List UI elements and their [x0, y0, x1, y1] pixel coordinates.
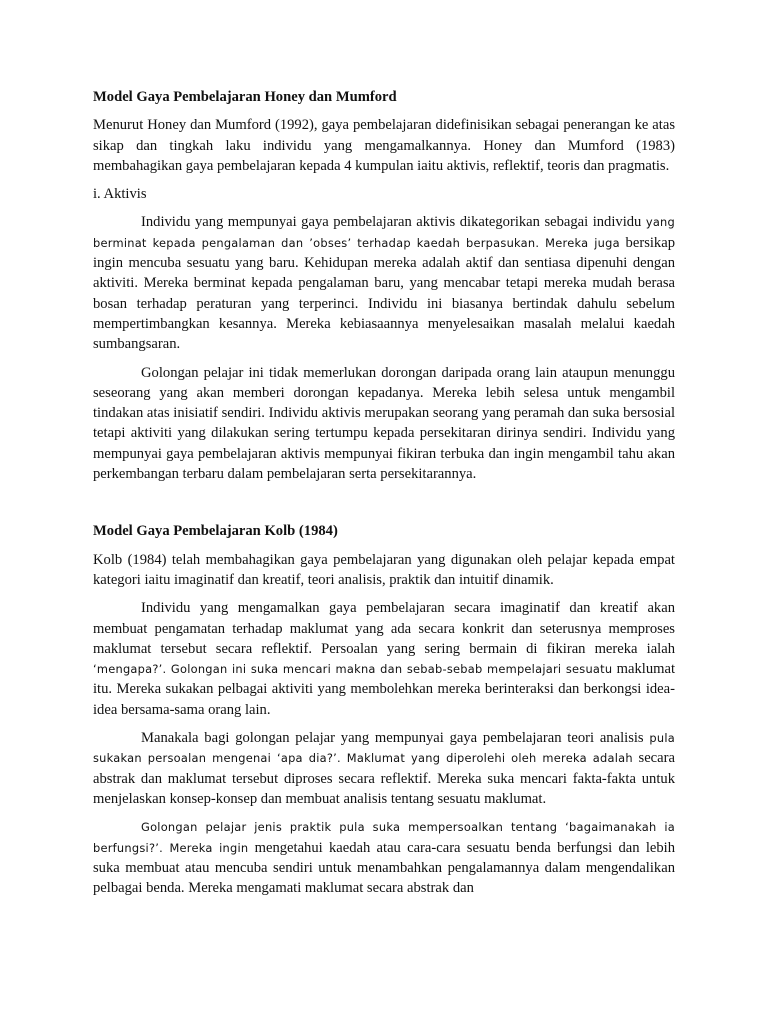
text-run-sans: Golongan pelajar jenis praktik pula suka mempersoalkan tentang ‘bagaimanakah ia berfungsi?’. Mereka ingin [93, 820, 675, 855]
text-run: Manakala bagi golongan pelajar yang mempunyai gaya pembelajaran teori analisis [141, 730, 650, 747]
document-page [93, 87, 675, 906]
text-run-sans: yang berminat kepada pengalaman dan ’obses’ terhadap kaedah berpasukan. Mereka juga [93, 215, 675, 250]
text-run: Individu yang mempunyai gaya pembelajaran aktivis dikategorikan sebagai individu [141, 214, 646, 231]
section-spacer [93, 492, 675, 521]
text-run: secara abstrak dan maklumat tersebut diproses secara reflektif. Mereka suka mencari fakta-fakta untuk menjelaskan konsep-konsep dan membuat analisis tentang sesuatu maklumat. [93, 750, 675, 807]
paragraph-kolb-imaginatif [93, 598, 675, 720]
text-run: mengetahui kaedah atau cara-cara sesuatu benda berfungsi dan lebih suka membuat atau mencuba sendiri untuk menambahkan pengalamannya dalam mengendalikan pelbagai benda. Mereka mengamati maklumat secara abstrak dan [93, 839, 675, 897]
section-heading-honey-mumford: Model Gaya Pembelajaran Honey dan Mumford [93, 89, 397, 105]
text-run-sans: pula sukakan persoalan mengenai ‘apa dia?’. Maklumat yang diperolehi oleh mereka adalah [93, 731, 675, 766]
paragraph-aktivis-1 [93, 212, 675, 354]
subheading-aktivis: i. Aktivis [93, 186, 147, 203]
paragraph-kolb-teori-analisis [93, 728, 675, 809]
text-run: bersikap ingin mencuba sesuatu yang baru. Kehidupan mereka adalah aktif dan sentiasa dipenuhi dengan aktiviti. Mereka berminat kepada pengalaman baru, yang mencabar tetapi mereka mudah berasa bosan terhadap peraturan yang terperinci. Individu ini biasanya bertindak dahulu sebelum mempertimbangkan kesannya. Mereka kebiasaannya menyelesaikan masalah melalui kaedah sumbangsaran. [93, 234, 676, 353]
text-run: Individu yang mengamalkan gaya pembelajaran secara imaginatif dan kreatif akan membuat pengamatan terhadap maklumat yang ada secara konkrit dan seterusnya memproses maklumat tersebut secara reflektif. Persoalan yang sering bermain di fikiran mereka ialah [93, 600, 675, 657]
paragraph-honey-mumford-intro: Menurut Honey dan Mumford (1992), gaya pembelajaran didefinisikan sebagai penerangan ke atas sikap dan tingkah laku individu yang mengamalkannya. Honey dan Mumford (1983) membahagikan gaya pembelajaran kepada 4 kumpulan iaitu aktivis, reflektif, teoris dan pragmatis. [93, 117, 675, 174]
paragraph-aktivis-2: Golongan pelajar ini tidak memerlukan dorongan daripada orang lain ataupun menunggu seseorang yang akan memberi dorongan kepadanya. Mereka lebih selesa untuk mengambil tindakan atas inisiatif sendiri. Individu aktivis merupakan seorang yang peramah dan suka bersosial tetapi aktiviti yang dilakukan sering tertumpu kepada persekitaran dirinya sendiri. Individu yang mempunyai gaya pembelajaran aktivis mempunyai fikiran terbuka dan ingin mengambil tahu akan perkembangan terbaru dalam pembelajaran serta persekitarannya. [93, 364, 675, 483]
paragraph-kolb-praktik [93, 817, 675, 898]
paragraph-kolb-intro: Kolb (1984) telah membahagikan gaya pembelajaran yang digunakan oleh pelajar kepada empat kategori iaitu imaginatif dan kreatif, teori analisis, praktik dan intuitif dinamik. [93, 551, 675, 588]
section-heading-kolb: Model Gaya Pembelajaran Kolb (1984) [93, 523, 338, 540]
text-run-sans: ‘mengapa?’. Golongan ini suka mencari makna dan sebab-sebab mempelajari sesuatu [93, 662, 613, 677]
text-run: maklumat itu. Mereka sukakan pelbagai aktiviti yang membolehkan mereka berinteraksi dan berkongsi idea-idea bersama-sama orang lain. [93, 661, 675, 718]
